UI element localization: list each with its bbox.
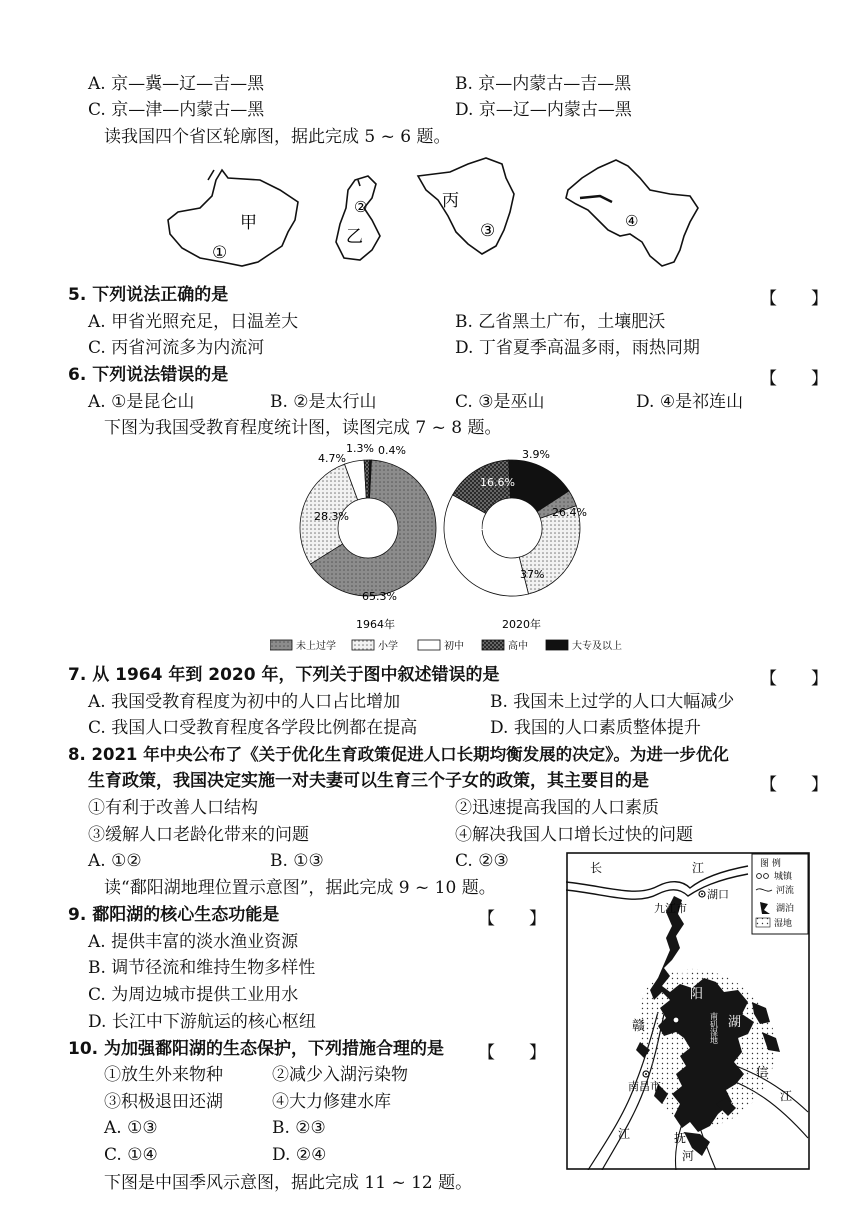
q10-option-c: C. ①④ [104, 1145, 158, 1165]
label-hu: 湖 [728, 1015, 742, 1030]
legend-none: 未上过学 [296, 641, 336, 652]
legend-swatch-junior [418, 640, 440, 650]
label-1964-none: 65.3% [362, 590, 397, 603]
education-donut-charts [250, 440, 650, 635]
title-2020: 2020年 [502, 618, 541, 631]
legend-senior: 高中 [508, 641, 528, 652]
label-1964-college: 0.4% [378, 444, 406, 457]
q10-statement-1: ①放生外来物种 [104, 1065, 223, 1085]
label-2020-senior: 16.1% [460, 520, 495, 533]
q9-option-c: C. 为周边城市提供工业用水 [88, 985, 299, 1005]
label-circle-2: ② [354, 198, 368, 216]
q10-statement-4: ④大力修建水库 [272, 1092, 391, 1112]
label-hukou: 湖口 [707, 888, 729, 901]
q7-option-b: B. 我国未上过学的人口大幅减少 [490, 692, 735, 712]
legend-swatch-primary [352, 640, 374, 650]
province-outline-maps [150, 150, 710, 275]
label-2020-junior: 37% [520, 568, 545, 581]
q8-option-b: B. ①③ [270, 851, 324, 871]
label-circle-1: ① [212, 243, 228, 263]
q9-option-d: D. 长江中下游航运的核心枢纽 [88, 1012, 316, 1032]
q4-option-c: C. 京—津—内蒙古—黑 [88, 100, 265, 120]
q5-bracket: 【 】 [760, 289, 828, 309]
q6-stem: 6. 下列说法错误的是 [68, 365, 229, 385]
label-he: 河 [682, 1149, 695, 1163]
label-1964-primary: 28.3% [314, 510, 349, 523]
q6-bracket: 【 】 [760, 369, 828, 389]
q8-statement-3: ③缓解人口老龄化带来的问题 [88, 825, 309, 845]
q8-option-c: C. ②③ [455, 851, 509, 871]
q8-stem-line1: 8. 2021 年中央公布了《关于优化生育政策促进人口长期均衡发展的决定》。为进一步优化 [68, 745, 729, 764]
legend-swatch-none [270, 640, 292, 650]
province-yi-outline [336, 176, 380, 260]
legend-lake: 湖泊 [776, 904, 795, 914]
legend-wetland-icon [756, 918, 770, 927]
intro-7-8: 下图为我国受教育程度统计图，读图完成 7 ~ 8 题。 [104, 418, 502, 438]
label-nanchang: 南昌市 [628, 1080, 661, 1093]
province-jia-outline [168, 170, 298, 266]
q7-option-a: A. 我国受教育程度为初中的人口占比增加 [88, 692, 401, 712]
label-2020-college: 16.6% [480, 476, 515, 489]
intro-11-12: 下图是中国季风示意图，据此完成 11 ~ 12 题。 [104, 1173, 473, 1193]
legend-primary: 小学 [378, 641, 398, 652]
q7-stem: 7. 从 1964 年到 2020 年，下列关于图中叙述错误的是 [68, 665, 500, 685]
label-jiang-south: 江 [618, 1127, 631, 1141]
q8-statement-2: ②迅速提高我国的人口素质 [455, 798, 659, 818]
legend-town: 城镇 [774, 872, 793, 882]
q7-option-d: D. 我国的人口素质整体提升 [490, 718, 701, 738]
q5-option-a: A. 甲省光照充足，日温差大 [88, 312, 299, 332]
q10-option-a: A. ①③ [104, 1118, 158, 1138]
q5-option-d: D. 丁省夏季高温多雨，雨热同期 [455, 338, 700, 358]
q10-option-b: B. ②③ [272, 1118, 326, 1138]
donut-1964 [300, 460, 436, 596]
chart-legend [270, 636, 670, 656]
q9-stem: 9. 鄱阳湖的核心生态功能是 [68, 905, 280, 925]
q10-option-d: D. ②④ [272, 1145, 327, 1165]
label-jiang-east: 江 [780, 1089, 793, 1103]
label-1964-senior: 1.3% [346, 442, 374, 455]
label-2020-primary: 26.4% [552, 506, 587, 519]
legend-river: 河流 [776, 886, 795, 896]
q4-option-d: D. 京—辽—内蒙古—黑 [455, 100, 632, 120]
q5-stem: 5. 下列说法正确的是 [68, 285, 229, 305]
q9-option-a: A. 提供丰富的淡水渔业资源 [88, 932, 299, 952]
q10-statement-2: ②减少入湖污染物 [272, 1065, 408, 1085]
legend-wetland: 湿地 [774, 919, 793, 929]
legend-title: 图 例 [760, 859, 781, 869]
label-circle-3: ③ [480, 221, 496, 241]
legend-college: 大专及以上 [572, 641, 622, 652]
q6-option-b: B. ②是太行山 [270, 392, 377, 412]
label-gan: 赣 [632, 1019, 646, 1034]
q10-bracket: 【 】 [478, 1043, 546, 1063]
q10-stem: 10. 为加强鄱阳湖的生态保护，下列措施合理的是 [68, 1039, 445, 1059]
legend-swatch-senior [482, 640, 504, 650]
label-wetland-name: 南矶湿地 [709, 1012, 719, 1044]
q8-statement-1: ①有利于改善人口结构 [88, 798, 258, 818]
label-fu: 抚 [674, 1131, 687, 1145]
label-jia: 甲 [240, 213, 257, 233]
q7-option-c: C. 我国人口受教育程度各学段比例都在提高 [88, 718, 418, 738]
q5-option-c: C. 丙省河流多为内流河 [88, 338, 265, 358]
poyang-lake-map [566, 852, 810, 1170]
label-jiang-north: 江 [692, 861, 705, 875]
q5-option-b: B. 乙省黑土广布，土壤肥沃 [455, 312, 666, 332]
q6-option-d: D. ④是祁连山 [636, 392, 744, 412]
label-yang: 阳 [690, 987, 704, 1002]
title-1964: 1964年 [356, 618, 395, 631]
label-jiujiang: 九江市 [654, 902, 687, 915]
label-xin: 信 [756, 1065, 769, 1079]
q4-option-a: A. 京—冀—辽—吉—黑 [88, 74, 265, 94]
label-yi: 乙 [346, 227, 363, 247]
label-chang: 长 [590, 861, 603, 875]
legend-junior: 初中 [444, 641, 464, 652]
q10-statement-3: ③积极退田还湖 [104, 1092, 223, 1112]
label-po: 鄱 [676, 965, 690, 980]
q9-option-b: B. 调节径流和维持生物多样性 [88, 958, 316, 978]
q8-statement-4: ④解决我国人口增长过快的问题 [455, 825, 693, 845]
legend-swatch-college [546, 640, 568, 650]
q8-stem-line2: 生育政策，我国决定实施一对夫妻可以生育三个子女的政策，其主要目的是 [88, 771, 649, 791]
q6-option-c: C. ③是巫山 [455, 392, 545, 412]
label-2020-none: 3.9% [522, 448, 550, 461]
q9-bracket: 【 】 [478, 909, 546, 929]
q8-option-a: A. ①② [88, 851, 142, 871]
q6-option-a: A. ①是昆仑山 [88, 392, 195, 412]
intro-9-10: 读“鄱阳湖地理位置示意图”，据此完成 9 ~ 10 题。 [104, 878, 496, 898]
q8-bracket: 【 】 [760, 775, 828, 795]
q4-option-b: B. 京—内蒙古—吉—黑 [455, 74, 632, 94]
label-circle-4: ④ [625, 212, 639, 230]
q7-bracket: 【 】 [760, 669, 828, 689]
province-bing-outline [418, 158, 514, 254]
intro-5-6: 读我国四个省区轮廓图，据此完成 5 ~ 6 题。 [104, 127, 451, 147]
label-bing: 丙 [442, 191, 459, 211]
label-1964-junior: 4.7% [318, 452, 346, 465]
